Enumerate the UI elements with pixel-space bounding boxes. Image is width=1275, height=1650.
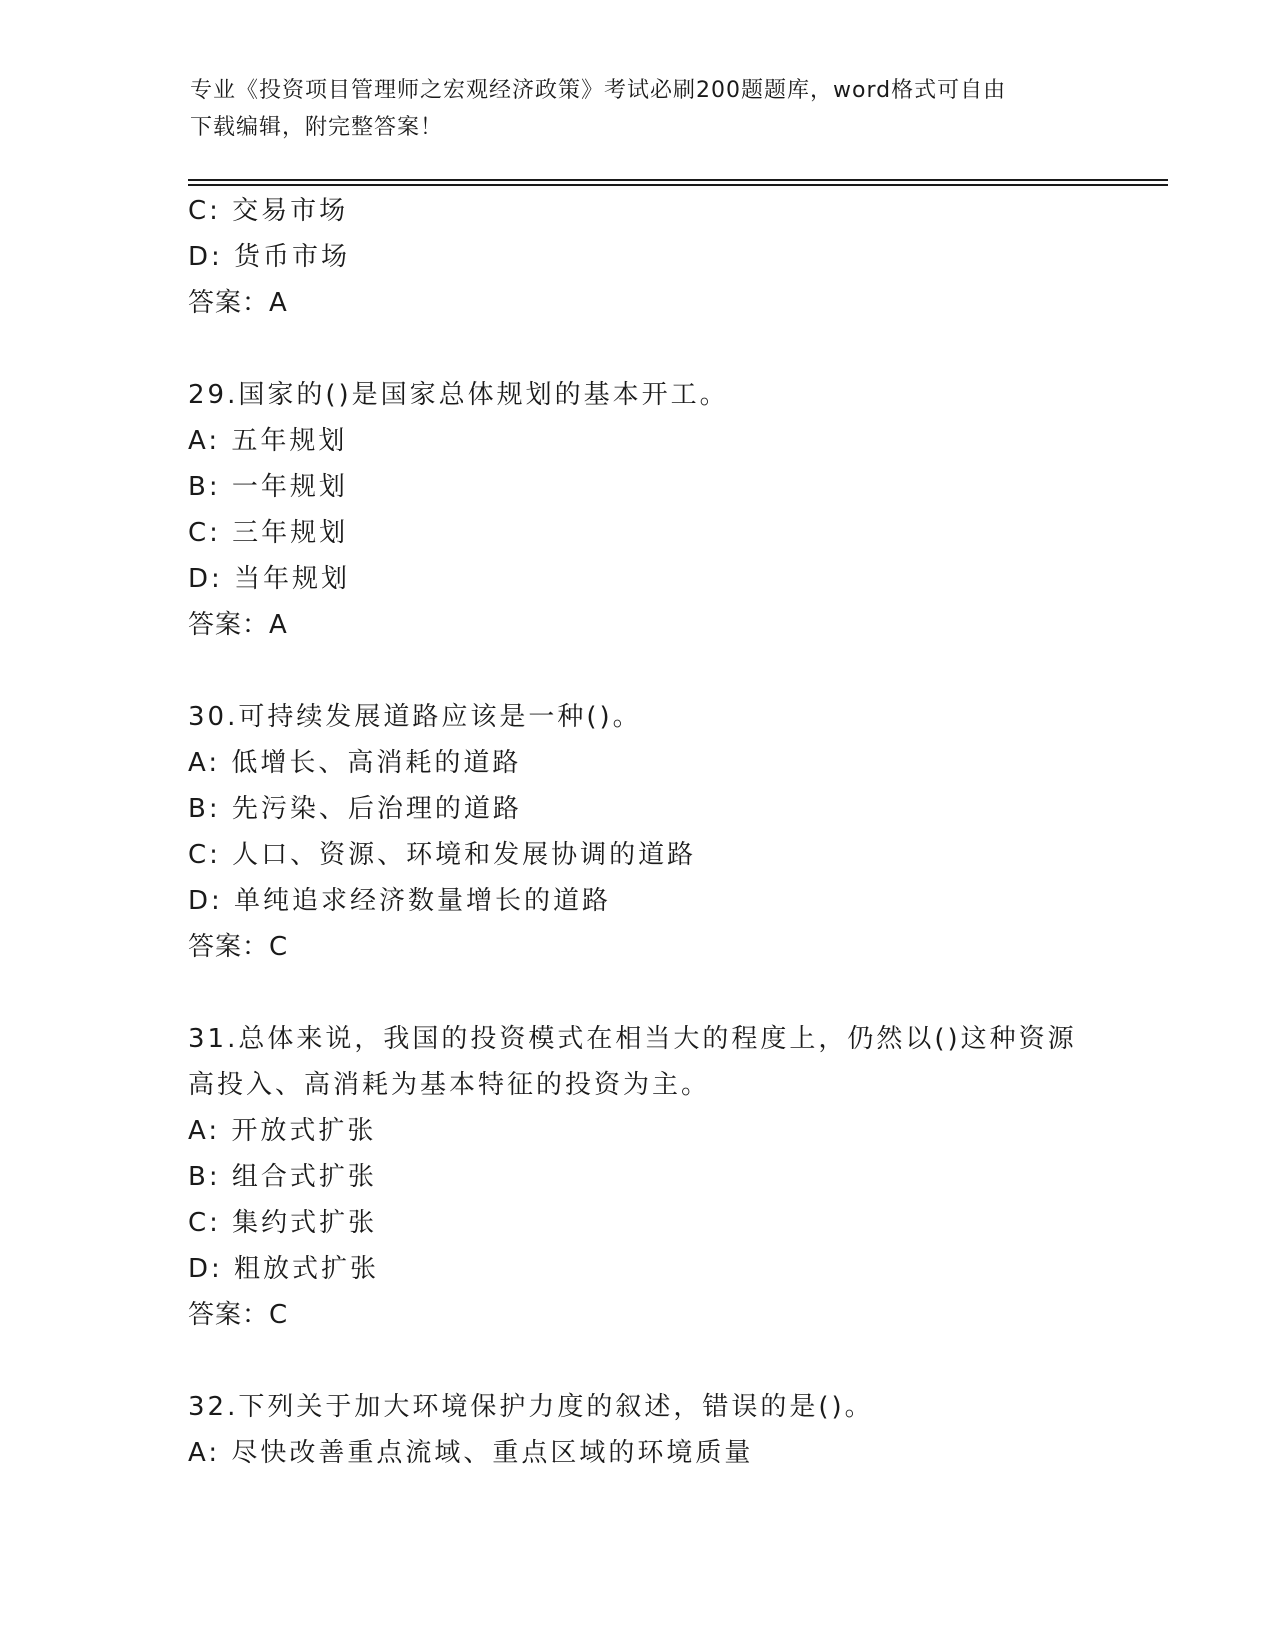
option-a: A: 尽快改善重点流域、重点区域的环境质量 <box>188 1438 754 1468</box>
question-stem-line-2: 高投入、高消耗为基本特征的投资为主。 <box>188 1070 711 1100</box>
option-b: B: 一年规划 <box>188 472 348 502</box>
header-rule-top <box>188 179 1168 181</box>
option-d: D: 粗放式扩张 <box>188 1254 380 1284</box>
answer: 答案：A <box>188 288 288 318</box>
option-b: B: 先污染、后治理的道路 <box>188 794 522 824</box>
document-header <box>190 72 1090 146</box>
question-29 <box>188 372 1148 648</box>
option-a: A: 低增长、高消耗的道路 <box>188 748 522 778</box>
option-a: A: 开放式扩张 <box>188 1116 377 1146</box>
answer: 答案：C <box>188 932 289 962</box>
option-d: D: 当年规划 <box>188 564 351 594</box>
question-stem: 32.下列关于加大环境保护力度的叙述，错误的是()。 <box>188 1392 874 1422</box>
option-d: D: 货币市场 <box>188 242 351 272</box>
question-28-tail <box>188 188 1148 326</box>
option-c: C: 人口、资源、环境和发展协调的道路 <box>188 840 697 870</box>
header-rule-bottom <box>188 184 1168 186</box>
question-32 <box>188 1384 1148 1476</box>
question-stem-line-1: 31.总体来说，我国的投资模式在相当大的程度上，仍然以()这种资源 <box>188 1024 1077 1054</box>
option-c: C: 交易市场 <box>188 196 349 226</box>
question-list <box>188 188 1148 1476</box>
question-stem: 30.可持续发展道路应该是一种()。 <box>188 702 642 732</box>
header-line-2: 下载编辑，附完整答案！ <box>190 115 444 140</box>
option-c: C: 三年规划 <box>188 518 349 548</box>
header-line-1: 专业《投资项目管理师之宏观经济政策》考试必刷200题题库，word格式可自由 <box>190 78 1007 103</box>
question-31 <box>188 1016 1148 1338</box>
option-d: D: 单纯追求经济数量增长的道路 <box>188 886 612 916</box>
option-b: B: 组合式扩张 <box>188 1162 377 1192</box>
question-30 <box>188 694 1148 970</box>
answer: 答案：C <box>188 1300 289 1330</box>
option-c: C: 集约式扩张 <box>188 1208 378 1238</box>
answer: 答案：A <box>188 610 288 640</box>
option-a: A: 五年规划 <box>188 426 348 456</box>
question-stem: 29.国家的()是国家总体规划的基本开工。 <box>188 380 729 410</box>
